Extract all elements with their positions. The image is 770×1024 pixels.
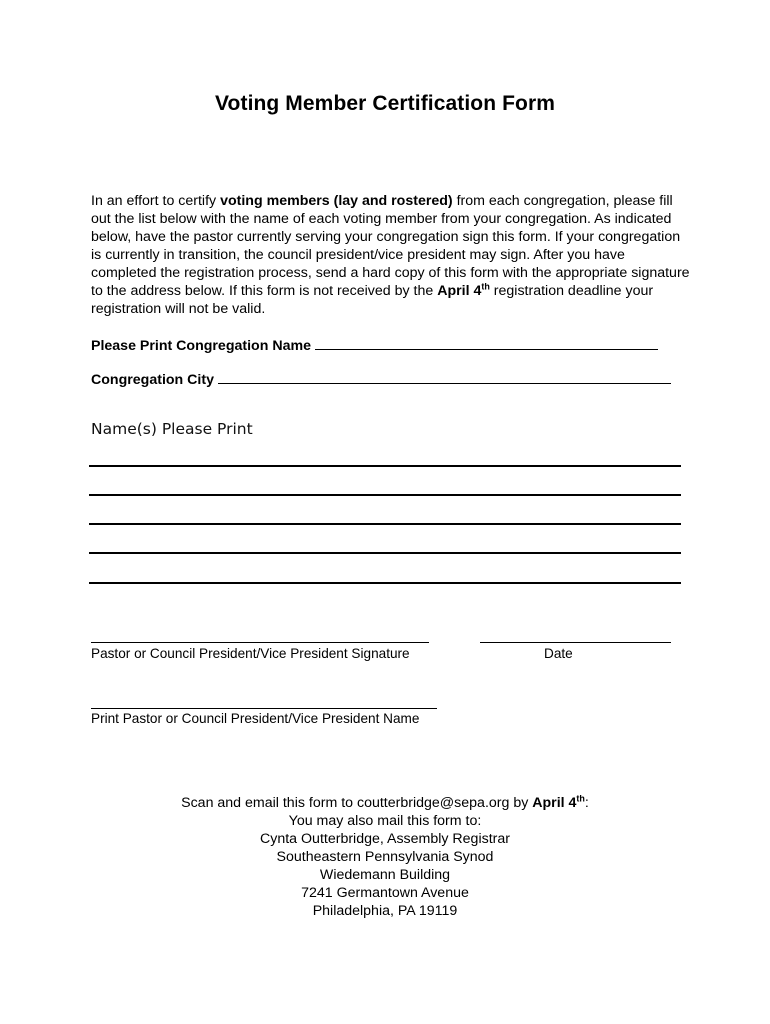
intro-text-2: from each congregation, please fill out the list below with the name of each voting member from your congregation. As indicated below, have the pastor currently serving your congregation sign this form. If your congregation is currently in transition, the council president/vice president may sign. After you have completed the registration process, send a hard copy of this form with the appropriate signature to the address below. If this form is not received by the <box>91 193 690 299</box>
name-line-3[interactable] <box>89 523 681 525</box>
scan-deadline-suffix: th <box>576 793 585 804</box>
name-line-1[interactable] <box>89 465 681 467</box>
congregation-name-field <box>91 335 658 354</box>
scan-deadline <box>532 795 585 811</box>
scan-email-line <box>0 794 770 812</box>
mail-line: You may also mail this form to: <box>288 813 482 829</box>
address-line-3: Wiedemann Building <box>319 867 451 883</box>
intro-bold-voting-members: voting members (lay and rostered) <box>220 193 453 209</box>
date-label: Date <box>544 646 573 661</box>
name-line-5[interactable] <box>89 582 681 584</box>
scan-email-text: Scan and email this form to coutterbridge@sepa.org by <box>181 795 533 811</box>
footer-instructions <box>0 794 770 920</box>
signature-line[interactable] <box>91 642 429 643</box>
intro-text-3: registration deadline your registration will not be valid. <box>91 283 654 317</box>
address-line-5: Philadelphia, PA 19119 <box>312 903 458 919</box>
page-title: Voting Member Certification Form <box>215 92 555 115</box>
scan-email-end: : <box>584 795 589 811</box>
intro-paragraph <box>91 192 691 318</box>
intro-deadline-suffix: th <box>481 281 490 292</box>
intro-deadline <box>437 283 490 299</box>
address-line-4: 7241 Germantown Avenue <box>301 885 469 901</box>
address-line-2: Southeastern Pennsylvania Synod <box>276 849 494 865</box>
address-line-1: Cynta Outterbridge, Assembly Registrar <box>260 831 510 847</box>
congregation-city-label: Congregation City <box>91 372 214 388</box>
scan-deadline-date: April 4 <box>532 795 577 811</box>
print-name-label: Print Pastor or Council President/Vice President Name <box>91 711 420 726</box>
name-line-2[interactable] <box>89 494 681 496</box>
names-heading: Name(s) Please Print <box>91 420 253 438</box>
signature-label: Pastor or Council President/Vice President Signature <box>91 646 410 661</box>
intro-deadline-date: April 4 <box>437 283 482 299</box>
name-line-4[interactable] <box>89 552 681 554</box>
intro-text-1: In an effort to certify <box>91 193 221 209</box>
congregation-name-blank[interactable] <box>315 335 658 350</box>
congregation-city-blank[interactable] <box>218 369 671 384</box>
date-line[interactable] <box>480 642 671 643</box>
congregation-name-label: Please Print Congregation Name <box>91 338 311 354</box>
print-name-line[interactable] <box>91 708 437 709</box>
congregation-city-field <box>91 369 671 388</box>
